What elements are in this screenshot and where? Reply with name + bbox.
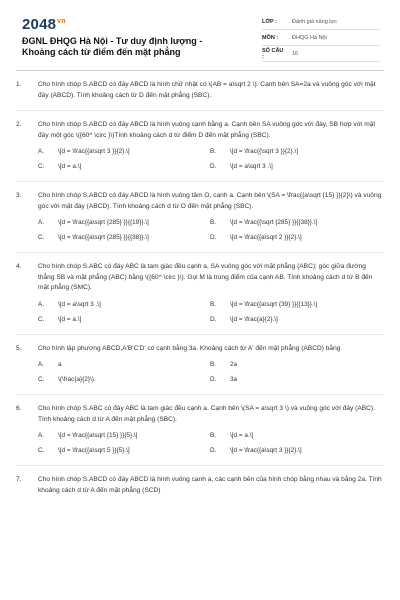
option-letter: D.: [210, 163, 217, 170]
answer-option[interactable]: [38, 218, 210, 228]
option-letter: C.: [38, 447, 45, 454]
question-text: Cho hình chóp S.ABCD có đáy ABCD là hình vuông tâm O, cạnh a. Cạnh bên \(SA = \frac{{a\sqrt {15} }}{2}\) và vuông góc với mặt đáy (ABCD). Tính khoảng cách d từ O đến mặt phẳng (SBC).: [38, 192, 382, 210]
question-stem: [16, 344, 384, 355]
question-text: Cho hình chóp S.ABC có đáy ABC là tam giác đều cạnh a. Cạnh bên \(SA = a\sqrt 3 \) và vuông góc với đáy (ABC). Tính khoảng cách d từ A đến mặt phẳng (SBC).: [38, 405, 375, 423]
answer-option[interactable]: [210, 218, 382, 228]
logo-text: 2048: [22, 16, 57, 33]
meta-key: SỐ CÂU :: [262, 47, 284, 60]
option-text: \[d = \frac{{a\sqrt {15} }}{5}.\]: [58, 432, 138, 439]
question-stem: [16, 404, 384, 425]
meta-key: LỚP :: [262, 18, 277, 25]
option-letter: B.: [210, 148, 217, 155]
option-text: \(\frac{a}{2}\).: [58, 376, 96, 383]
option-letter: C.: [38, 376, 45, 383]
question-item: [16, 404, 384, 456]
answer-options: [38, 431, 384, 456]
option-text: \[d = a.\]: [58, 163, 82, 170]
document-title: ĐGNL ĐHQG Hà Nội - Tư duy định lượng - Khoảng cách từ điểm đến mặt phẳng: [22, 36, 203, 57]
logo-suffix: vn: [57, 18, 66, 25]
option-text: \[d = \frac{{a\sqrt {285} }}{{38}}.\]: [58, 234, 149, 241]
option-text: \[d = \frac{a}{2}.\]: [230, 315, 278, 323]
option-text: \[d = \frac{{a\sqrt 2 }}{2}.\]: [230, 234, 302, 241]
question-stem: [16, 80, 384, 101]
meta-row-subject: [262, 30, 380, 46]
option-text: \[d = a.\]: [230, 432, 254, 439]
document-header: [22, 14, 378, 74]
answer-option[interactable]: [210, 162, 382, 172]
site-logo[interactable]: [22, 16, 66, 33]
option-letter: D.: [210, 315, 217, 323]
question-number: 1.: [16, 81, 22, 88]
option-letter: D.: [210, 447, 217, 454]
answer-option[interactable]: [38, 162, 210, 172]
question-number: 3.: [16, 192, 22, 199]
question-separator: [16, 110, 384, 111]
option-letter: A.: [38, 300, 45, 308]
option-letter: B.: [210, 219, 217, 226]
option-text: \[d = a.\]: [58, 315, 82, 323]
option-text: \[d = \frac{{\sqrt {285} }}{{38}}.\]: [230, 219, 318, 226]
answer-options: [38, 147, 384, 172]
question-number: 5.: [16, 344, 22, 352]
option-letter: A.: [38, 219, 45, 226]
option-text: a: [58, 361, 62, 368]
option-text: \[d = \frac{{a\sqrt {285} }}{{19}}.\]: [58, 219, 149, 226]
question-item: [16, 120, 384, 172]
option-letter: A.: [38, 361, 45, 368]
question-text: Cho hình chóp S.ABCD có đáy ABCD là hình chữ nhật có \(AB = a\sqrt 2 \). Cạnh bên SA=2a và vuông góc với mặt đáy (ABCD). Tính khoảng cách từ D đến mặt phẳng (SBC).: [38, 81, 376, 99]
option-letter: B.: [210, 361, 217, 368]
answer-option[interactable]: [38, 300, 210, 310]
option-text: \[d = \frac{{a\sqrt 3 }}{2}.\]: [58, 148, 130, 155]
option-letter: A.: [38, 148, 45, 155]
question-number: 4.: [16, 263, 22, 270]
question-number: 2.: [16, 121, 22, 128]
answer-option[interactable]: [38, 360, 210, 370]
option-letter: B.: [210, 432, 217, 439]
question-separator: [16, 181, 384, 182]
option-text: \[d = a\sqrt 3 .\]: [230, 163, 273, 170]
answer-options: [38, 218, 384, 243]
option-text: 2a: [230, 361, 238, 368]
answer-option[interactable]: [38, 446, 210, 456]
option-text: \[d = \frac{{a\sqrt 5 }}{5}.\]: [58, 447, 130, 454]
question-number: 7.: [16, 476, 22, 483]
question-separator: [16, 334, 384, 335]
meta-value: 16: [292, 50, 299, 57]
question-separator: [16, 465, 384, 466]
question-text: Cho hình chóp S.ABCD có đáy ABCD là hình vuông cạnh a, các cạnh bên của hình chóp bằng nhau và bằng 2a. Tính khoảng cách d từ A đến mặt phẳng (SCD): [38, 476, 382, 494]
question-text: Cho hình chóp S.ABC có đáy ABC là tam giác đều cạnh a, SA vuông góc với mặt phẳng (ABC); góc giữa đường thẳng SB và mặt phẳng (ABC) bằng \({60^ \circ }\). Gọi M là trung điểm của cạnh AB. Tính khoảng cách d từ B đến mặt phẳng (SMC).: [38, 263, 373, 291]
meta-table: [262, 14, 380, 62]
option-text: \[d = \frac{{a\sqrt {39} }}{{13}}.\]: [230, 300, 318, 308]
answer-options: [38, 360, 384, 385]
answer-option[interactable]: [210, 375, 382, 385]
answer-option[interactable]: [38, 315, 210, 325]
answer-option[interactable]: [38, 375, 210, 385]
option-letter: C.: [38, 234, 45, 241]
meta-value: Đánh giá năng lực: [292, 18, 337, 25]
answer-option[interactable]: [210, 300, 382, 310]
question-item: [16, 191, 384, 243]
answer-option[interactable]: [38, 147, 210, 157]
option-text: \[d = \frac{{\sqrt 3 }}{2}.\]: [230, 148, 299, 155]
question-stem: [16, 262, 384, 294]
option-letter: A.: [38, 432, 45, 439]
question-separator: [16, 394, 384, 395]
answer-option[interactable]: [38, 431, 210, 441]
option-text: \[d = \frac{{a\sqrt 3 }}{2}.\]: [230, 447, 302, 454]
answer-options: [38, 300, 384, 325]
question-text: Cho hình chóp S.ABCD có đáy ABCD là hình vuông cạnh bằng a. Cạnh bên SA vuông góc với đáy, SB hợp với mặt đáy một góc \({60^ \circ }\)Tính khoảng cách d từ điểm D đến mặt phẳng (SBC).: [38, 121, 376, 139]
answer-option[interactable]: [38, 233, 210, 243]
answer-option[interactable]: [210, 233, 382, 243]
meta-row-class: [262, 14, 380, 30]
question-stem: [16, 475, 384, 496]
answer-option[interactable]: [210, 360, 382, 370]
meta-row-count: [262, 46, 380, 62]
option-letter: C.: [38, 315, 45, 323]
meta-value: ĐHQG Hà Nội: [292, 34, 327, 41]
question-item: [16, 80, 384, 101]
question-separator: [16, 252, 384, 253]
meta-key: MÔN :: [262, 34, 279, 41]
header-divider: [16, 70, 384, 71]
question-stem: [16, 120, 384, 141]
answer-option[interactable]: [210, 147, 382, 157]
option-letter: D.: [210, 234, 217, 241]
option-text: \[d = a\sqrt 3 .\]: [58, 300, 101, 308]
question-stem: [16, 191, 384, 212]
option-letter: B.: [210, 300, 217, 308]
option-text: 3a: [230, 376, 238, 383]
answer-option[interactable]: [210, 431, 382, 441]
question-text: Cho hình lập phương ABCD,A'B'C'D' có cạnh bằng 3a. Khoảng cách từ A' đến mặt phẳng (ABCD) bằng: [38, 344, 341, 352]
question-number: 6.: [16, 405, 22, 412]
question-item: [16, 262, 384, 325]
answer-option[interactable]: [210, 315, 382, 325]
option-letter: C.: [38, 163, 45, 170]
answer-option[interactable]: [210, 446, 382, 456]
question-item: [16, 475, 384, 496]
option-letter: D.: [210, 376, 217, 383]
question-list: [16, 80, 384, 505]
question-item: [16, 344, 384, 386]
